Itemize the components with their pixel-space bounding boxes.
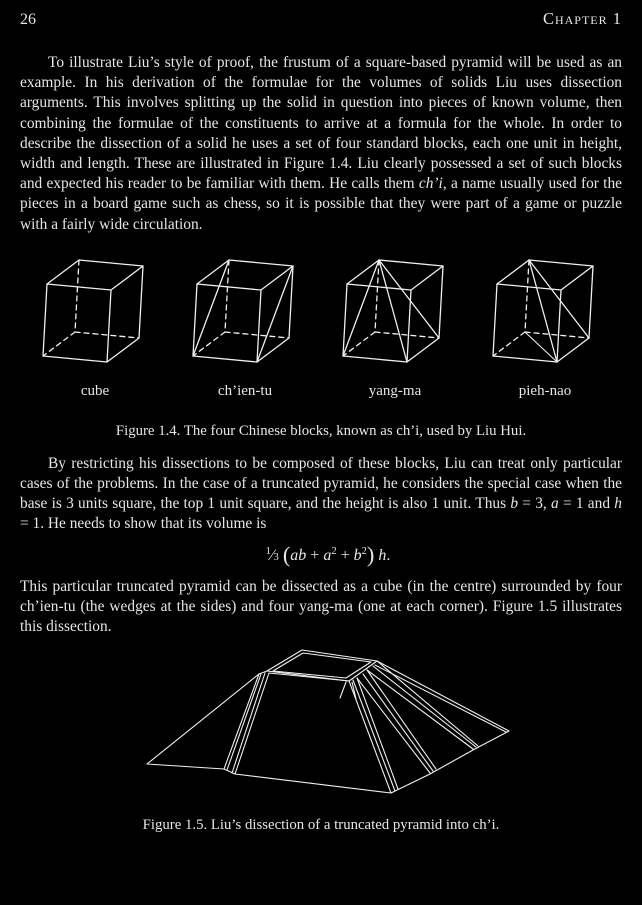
- cube-diagram: [35, 250, 155, 376]
- block-yang-ma: [332, 250, 458, 400]
- block-label-yang-ma: yang-ma: [368, 382, 422, 399]
- block-diagrams-row: [20, 250, 622, 400]
- dissection-diagram-wrap: [134, 649, 622, 804]
- block-chien-tu: [182, 250, 308, 400]
- paragraph-dissection-description: This particular truncated pyramid can be dissected as a cube (in the centre) surrounded by four ch’ien-tu (the wedges at the sides) and four yang-ma (one at each corner). Figure 1.5 illustrates this dissection.: [20, 577, 622, 636]
- pieh-nao-diagram: [485, 250, 605, 376]
- figure-1-4-caption: Figure 1.4. The four Chinese blocks, known as ch’i, used by Liu Hui.: [115, 422, 527, 439]
- chien-tu-diagram: [185, 250, 305, 376]
- truncated-pyramid-dissection-diagram: [134, 649, 530, 799]
- block-cube: [32, 250, 158, 400]
- chapter-header: Chapter 1: [542, 9, 622, 28]
- figure-1-4: [20, 250, 622, 440]
- page-number: 26: [20, 11, 36, 28]
- volume-formula: $^1$⁄3 $(ab + a^2 + b^2)$ h.: [265, 541, 391, 567]
- block-label-chien-tu: ch’ien-tu: [217, 382, 273, 399]
- running-header: [20, 10, 622, 29]
- block-label-cube: cube: [80, 382, 110, 399]
- yang-ma-diagram: [335, 250, 455, 376]
- figure-1-5-caption: Figure 1.5. Liu’s dissection of a truncated pyramid into ch’i.: [142, 817, 500, 834]
- block-pieh-nao: [482, 250, 608, 400]
- block-label-pieh-nao: pieh-nao: [518, 382, 572, 399]
- paragraph-truncated-pyramid: By restricting his dissections to be composed of these blocks, Liu can treat only particular cases of the problems. In the case of a truncated pyramid, he considers the special case when the base is 3 units square, the top 1 unit square, and the height is also 1 unit. Thus b = 3, a = 1 and h = 1. He needs to show that its volume is: [20, 454, 622, 533]
- paragraph-intro-dissection: To illustrate Liu’s style of proof, the frustum of a square-based pyramid will be used as an example. In his derivation of the formulae for the volumes of solids Liu uses dissection arguments. This involves splitting up the solid in question into pieces of known volume, then combining the formulae of the constituents to arrive at a formula for the whole. In order to describe the dissection of a solid he uses a set of four standard blocks, each one unit in height, width and length. These are illustrated in Figure 1.4. Liu clearly possessed a set of such blocks and expected his reader to be familiar with them. He calls them ch’i, a name usually used for the pieces in a board game such as chess, so it is possible that they were part of a game or puzzle with a fairly wide circulation.: [20, 54, 622, 233]
- figure-1-5: [20, 649, 622, 834]
